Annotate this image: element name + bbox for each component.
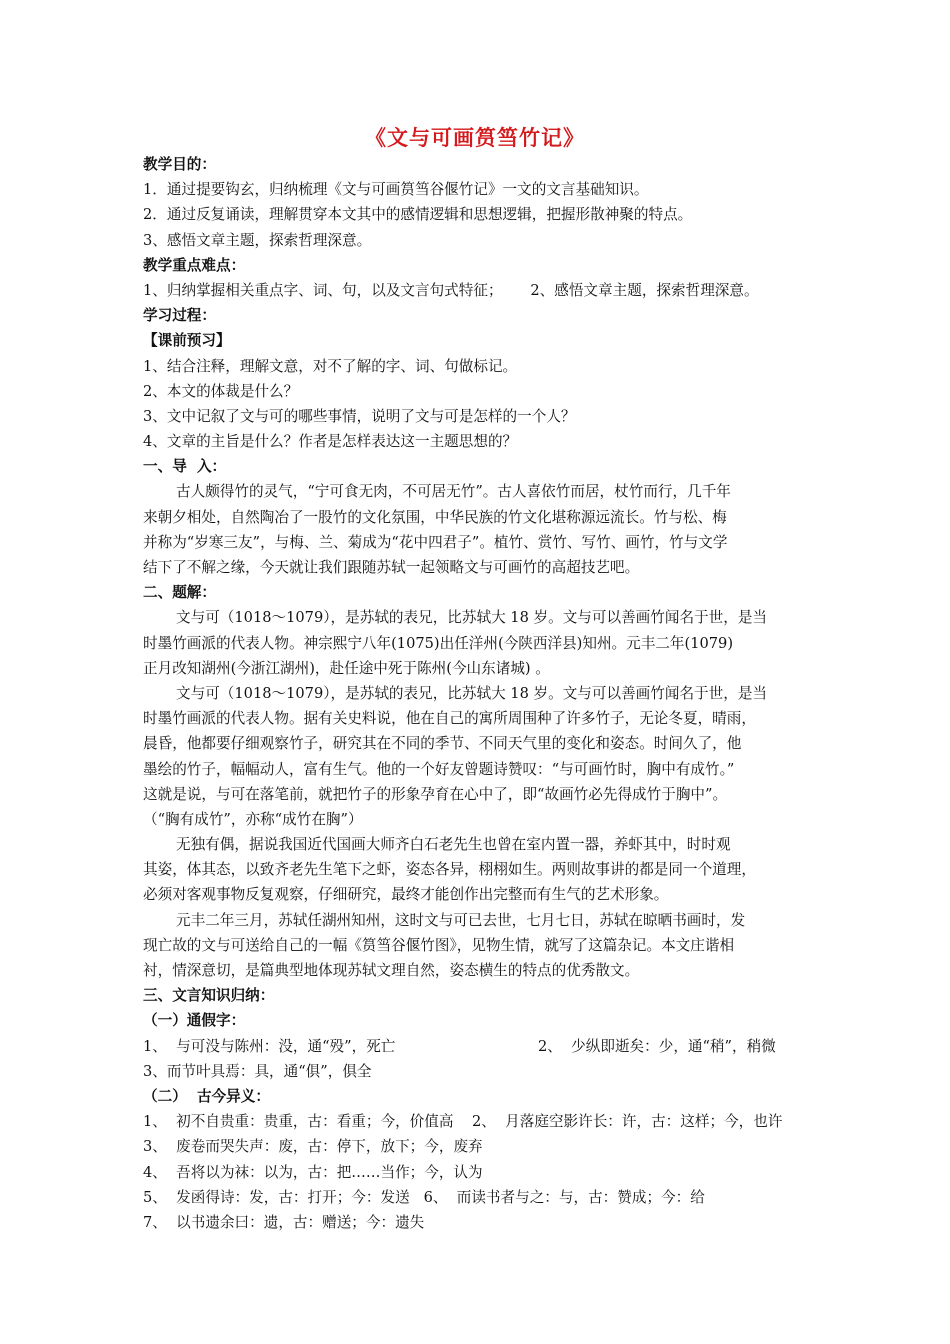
tongjia-row (143, 1034, 813, 1059)
explanation-line: 无独有偶，据说我国近代国画大师齐白石老先生也曾在室内置一器，养虾其中，时时观 (176, 836, 731, 854)
explanation-line: 时墨竹画派的代表人物。据有关史料说，他在自己的寓所周围种了许多竹子，无论冬夏，晴雨， (143, 710, 756, 728)
preview-heading: 【课前预习】 (143, 332, 231, 350)
explanation-heading: 二、题解： (143, 584, 216, 602)
preview-item: 4、文章的主旨是什么？作者是怎样表达这一主题思想的？ (143, 433, 518, 451)
tongjia-item: 1、 与可没与陈州：没，通“殁”，死亡 (143, 1037, 396, 1055)
objective-item: 1．通过提要钩玄，归纳梳理《文与可画筼筜谷偃竹记》一文的文言基础知识。 (143, 181, 649, 199)
document-title: 《文与可画筼筜竹记》 (365, 125, 585, 150)
explanation-line: 这就是说，与可在落笔前，就把竹子的形象孕育在心中了，即“故画竹必先得成竹于胸中”。 (143, 785, 728, 803)
explanation-line: 正月改知湖州(今浙江湖州)，赴任途中死于陈州(今山东诸城) 。 (143, 659, 550, 677)
explanation-line: （“胸有成竹”，亦称“成竹在胸”） (143, 810, 363, 828)
explanation-line: 元丰二年三月，苏轼任湖州知州，这时文与可已去世，七月七日，苏轼在晾晒书画时，发 (176, 911, 746, 929)
intro-line: 古人颇得竹的灵气，“宁可食无肉，不可居无竹”。古人喜依竹而居，杖竹而行，几千年 (176, 483, 731, 501)
key-points-heading: 教学重点难点： (143, 256, 246, 274)
tongjia-item: 3、而节叶具焉：具，通“俱”，俱全 (143, 1062, 372, 1080)
intro-line: 并称为“岁寒三友”，与梅、兰、菊成为“花中四君子”。植竹、赏竹、写竹、画竹，竹与文学 (143, 533, 728, 551)
explanation-line: 其姿，体其态，以致齐老先生笔下之虾，姿态各异，栩栩如生。两则故事讲的都是同一个道理， (143, 861, 756, 879)
gujin-item: 1、 初不自贵重：贵重，古：看重；今，价值高 2、 月落庭空影许长：许，古：这样；今，也许 (143, 1113, 783, 1131)
document-body (143, 152, 813, 1235)
preview-item: 3、文中记叙了文与可的哪些事情，说明了文与可是怎样的一个人？ (143, 407, 576, 425)
preview-item: 2、本文的体裁是什么？ (143, 382, 299, 400)
intro-line: 来朝夕相处，自然陶冶了一股竹的文化氛围，中华民族的竹文化堪称源远流长。竹与松、梅 (143, 508, 727, 526)
key-points-line: 1、归纳掌握相关重点字、词、句，以及文言句式特征； 2、感悟文章主题，探索哲理深意。 (143, 281, 759, 299)
tongjia-item: 2、 少纵即逝矣：少，通“稍”，稍微 (538, 1037, 776, 1055)
intro-heading: 一、导 入： (143, 458, 227, 476)
explanation-line: 必须对客观事物反复观察，仔细研究，最终才能创作出完整而有生气的艺术形象。 (143, 886, 669, 904)
gujin-item: 7、 以书遗余曰：遗，古：赠送；今：遗失 (143, 1213, 425, 1231)
explanation-line: 现亡故的文与可送给自己的一幅《筼筜谷偃竹图》，见物生情，就写了这篇杂记。本文庄谐相 (143, 936, 735, 954)
objectives-heading: 教学目的： (143, 156, 216, 173)
explanation-line: 时墨竹画派的代表人物。神宗熙宁八年(1075)出任洋州(今陕西洋县)知州。元丰二年(1079) (143, 634, 734, 652)
gujin-item: 3、 废卷而哭失声：废，古：停下，放下；今，废弃 (143, 1138, 483, 1156)
intro-line: 结下了不解之缘，今天就让我们跟随苏轼一起领略文与可画竹的高超技艺吧。 (143, 559, 640, 576)
explanation-line: 文与可（1018～1079），是苏轼的表兄，比苏轼大 18 岁。文与可以善画竹闻名于世，是当 (176, 609, 768, 627)
gujin-item: 5、 发函得诗：发，古：打开；今：发送 6、 而读书者与之：与，古：赞成；今：给 (143, 1188, 705, 1206)
explanation-line: 墨绘的竹子，幅幅动人，富有生气。他的一个好友曾题诗赞叹：“与可画竹时，胸中有成竹。” (143, 760, 735, 778)
preview-item: 1、结合注释，理解文意，对不了解的字、词、句做标记。 (143, 357, 518, 375)
gujin-heading: （二） 古今异义： (143, 1087, 270, 1105)
tongjia-heading: （一）通假字： (143, 1012, 246, 1030)
explanation-line: 文与可（1018～1079），是苏轼的表兄，比苏轼大 18 岁。文与可以善画竹闻名于世，是当 (176, 684, 768, 702)
explanation-line: 衬，情深意切，是篇典型地体现苏轼文理自然，姿态横生的特点的优秀散文。 (143, 962, 640, 979)
process-heading: 学习过程： (143, 307, 216, 325)
gujin-item: 4、 吾将以为袜：以为，古：把……当作；今，认为 (143, 1163, 483, 1181)
objective-item: 3、感悟文章主题，探索哲理深意。 (143, 231, 372, 249)
explanation-line: 晨昏，他都要仔细观察竹子，研究其在不同的季节、不同天气里的变化和姿态。时间久了，他 (143, 735, 742, 753)
objective-item: 2．通过反复诵读，理解贯穿本文其中的感情逻辑和思想逻辑，把握形散神聚的特点。 (143, 206, 693, 224)
knowledge-heading: 三、文言知识归纳： (143, 987, 275, 1005)
